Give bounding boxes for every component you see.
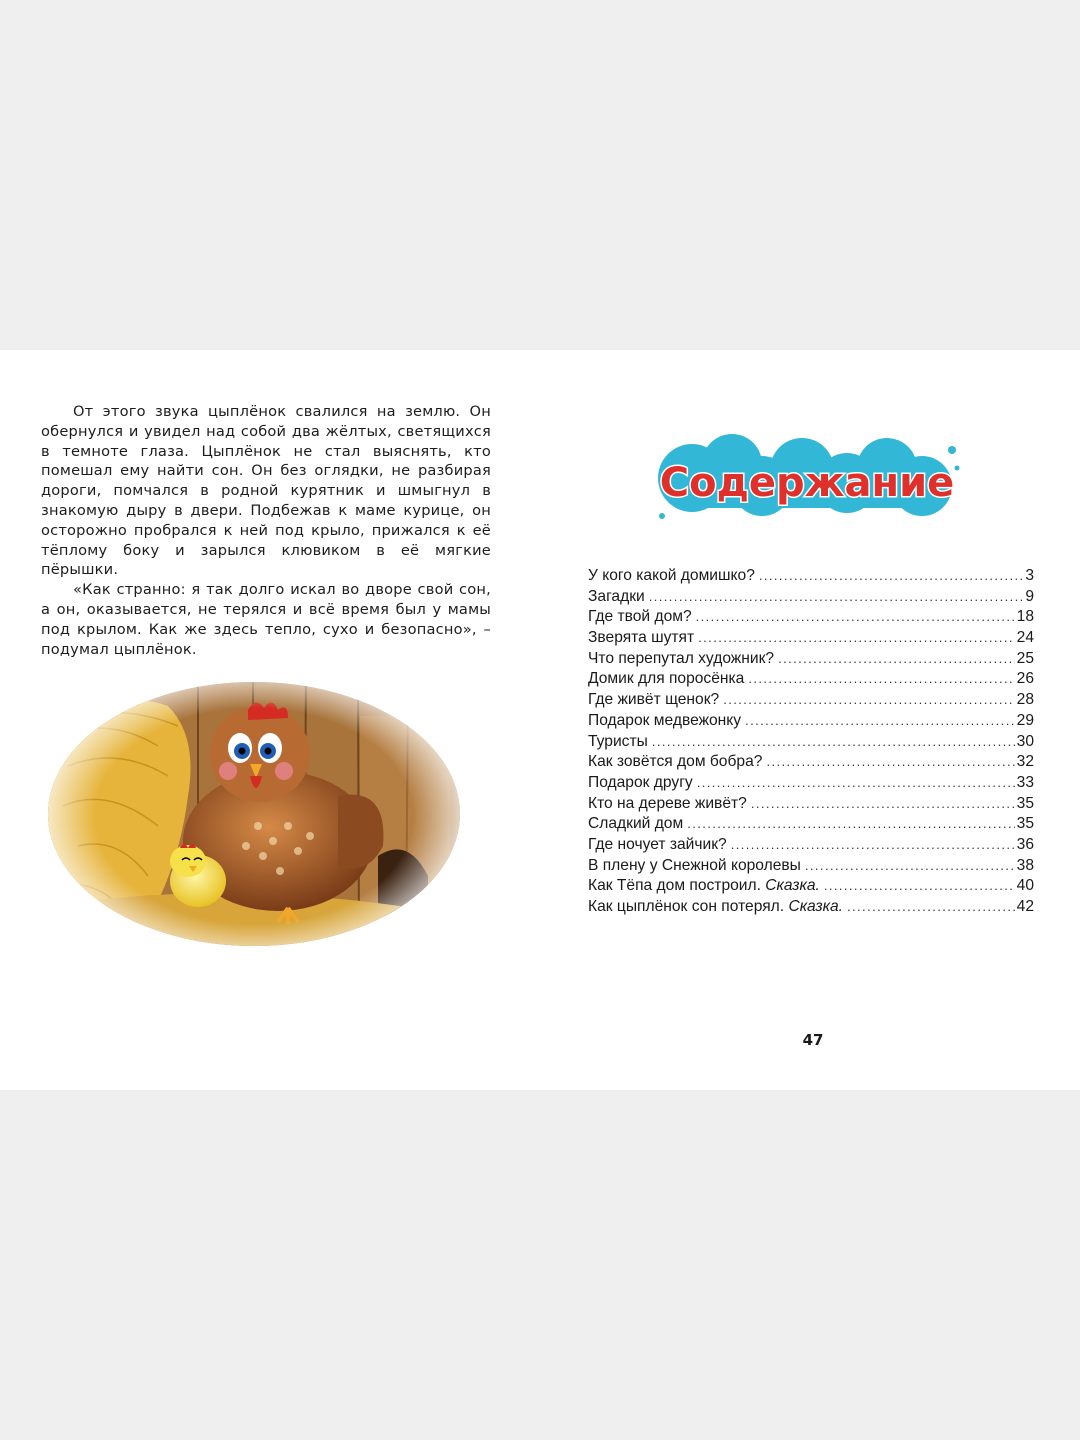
toc-entry-page: 35	[1016, 794, 1034, 812]
toc-entry[interactable]	[588, 691, 1034, 712]
toc-entry[interactable]	[588, 567, 1034, 588]
dot-leader	[766, 754, 1014, 769]
dot-leader	[723, 692, 1014, 707]
toc-entry[interactable]	[588, 670, 1034, 691]
toc-entry-title: Как Тёпа дом построил.	[588, 877, 761, 895]
dot-leader	[824, 878, 1015, 893]
toc-entry-page: 36	[1016, 835, 1034, 853]
toc-entry-genre: Сказка.	[788, 898, 844, 915]
dot-leader	[698, 630, 1014, 645]
toc-entry-title: В плену у Снежной королевы	[588, 856, 801, 874]
toc-entry[interactable]	[588, 774, 1034, 795]
toc-entry[interactable]	[588, 857, 1034, 878]
toc-entry-page: 32	[1016, 753, 1034, 771]
toc-entry-page: 18	[1016, 608, 1034, 626]
dot-leader	[696, 609, 1015, 624]
story-paragraph: «Как странно: я так долго искал во дворе свой сон, а он, оказывается, не терялся и всё время был у мамы под крылом. Как же здесь тепло, сухо и безопасно», – подумал цыплёнок.	[41, 581, 491, 658]
toc-entry[interactable]	[588, 815, 1034, 836]
toc-entry-page: 38	[1016, 856, 1034, 874]
dot-leader	[759, 568, 1022, 583]
toc-entry[interactable]	[588, 588, 1034, 609]
toc-entry-title: У кого какой домишко?	[588, 567, 755, 584]
toc-entry-title: Где живёт щенок?	[588, 691, 720, 709]
toc-entry-page: 33	[1016, 773, 1034, 791]
toc-entry-title: Как зовётся дом бобра?	[588, 753, 763, 771]
table-of-contents	[588, 567, 1034, 919]
dot-leader	[748, 671, 1014, 686]
toc-entry[interactable]	[588, 836, 1034, 857]
toc-entry[interactable]	[588, 608, 1034, 629]
dot-leader	[731, 837, 1015, 852]
story-paragraph: От этого звука цыплёнок свалился на землю. Он обернулся и увидел над собой два жёлтых, светящихся в темноте глаза. Цыплёнок не стал выяснять, кто помешал ему найти сон. Он без оглядки, не разбирая дороги, помчался в родной курятник и шмыгнул в знакомую дыру в двери. Подбежав к маме курице, он осторожно пробрался к ней под крыло, прижался к её тёплому боку и зарылся клювиком в её мягкие пёрышки.	[41, 403, 491, 579]
toc-title-graphic	[652, 428, 962, 524]
toc-entry-page: 42	[1016, 898, 1034, 915]
toc-entry-title: Домик для поросёнка	[588, 670, 745, 688]
toc-entry[interactable]	[588, 753, 1034, 774]
toc-entry-page: 9	[1025, 587, 1034, 605]
toc-entry-title: Зверята шутят	[588, 629, 695, 647]
toc-entry[interactable]	[588, 898, 1034, 919]
toc-entry[interactable]	[588, 712, 1034, 733]
toc-entry-page: 24	[1016, 629, 1034, 647]
toc-entry-title: Подарок другу	[588, 773, 693, 791]
toc-entry-page: 3	[1025, 567, 1034, 584]
toc-entry-page: 26	[1016, 670, 1034, 688]
toc-entry-title: Подарок медвежонку	[588, 711, 742, 729]
toc-entry-page: 25	[1016, 649, 1034, 667]
toc-entry-page: 35	[1016, 815, 1034, 833]
toc-entry[interactable]	[588, 733, 1034, 754]
dot-leader	[745, 713, 1015, 728]
toc-entry-title: Сладкий дом	[588, 815, 684, 833]
toc-entry[interactable]	[588, 650, 1034, 671]
dot-leader	[847, 899, 1015, 914]
story-text	[41, 402, 491, 659]
toc-entry-title: Туристы	[588, 732, 648, 750]
toc-entry-title: Где ночует зайчик?	[588, 835, 727, 853]
toc-entry-page: 40	[1016, 877, 1034, 895]
hen-and-chick-illustration	[48, 676, 460, 956]
toc-entry-title: Кто на дереве живёт?	[588, 794, 747, 812]
toc-title: Содержание	[659, 460, 955, 506]
toc-entry[interactable]	[588, 629, 1034, 650]
toc-entry-genre: Сказка.	[765, 877, 820, 895]
page-number: 47	[802, 1031, 824, 1049]
dot-leader	[805, 858, 1015, 873]
toc-entry-page: 29	[1016, 711, 1034, 729]
toc-entry-title: Загадки	[588, 587, 645, 605]
toc-entry-title: Что перепутал художник?	[588, 649, 775, 667]
dot-leader	[649, 589, 1022, 604]
dot-leader	[652, 734, 1015, 749]
dot-leader	[751, 796, 1015, 811]
toc-entry-page: 28	[1016, 691, 1034, 709]
toc-entry-title: Где твой дом?	[588, 608, 692, 626]
dot-leader	[778, 651, 1015, 666]
dot-leader	[697, 775, 1015, 790]
dot-leader	[687, 816, 1014, 831]
toc-entry-page: 30	[1016, 732, 1034, 750]
toc-entry[interactable]	[588, 795, 1034, 816]
toc-entry[interactable]	[588, 877, 1034, 898]
toc-entry-title: Как цыплёнок сон потерял.	[588, 898, 785, 915]
